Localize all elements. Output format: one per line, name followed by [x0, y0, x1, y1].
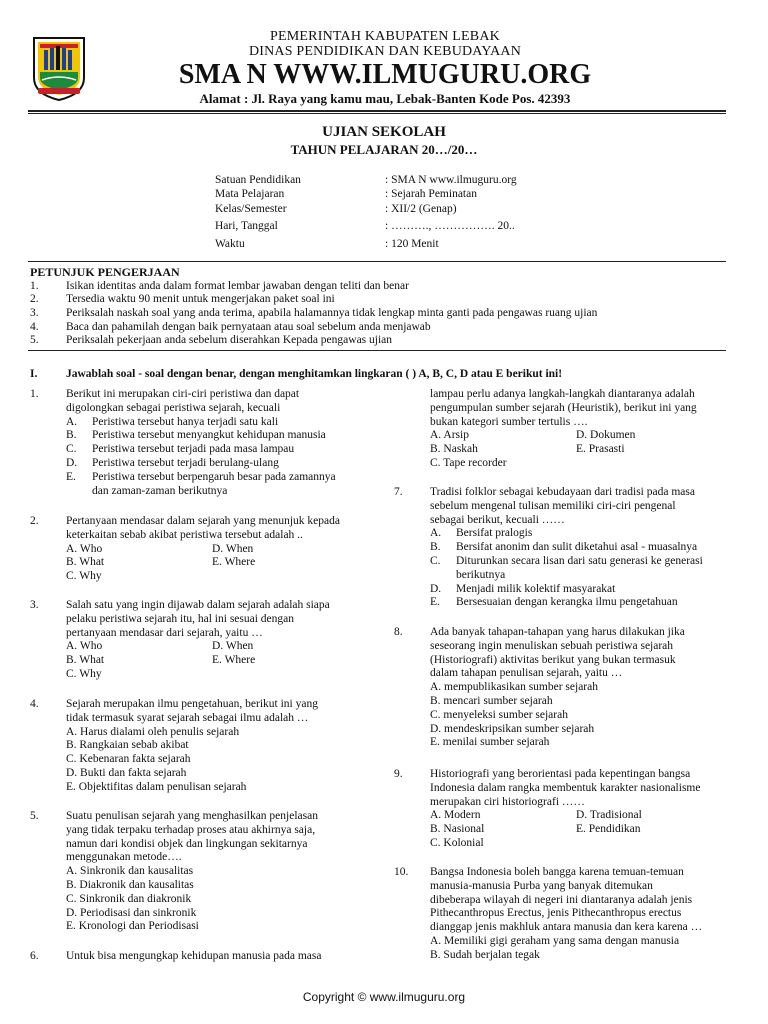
answer-option[interactable]: D. Tradisional — [576, 809, 642, 822]
school-logo-emblem — [30, 34, 88, 102]
instruction-text: Periksalah naskah soal yang anda terima, apabila halamannya tidak lengkap minta ganti pada pengawas ruang ujian — [66, 307, 598, 319]
instruction-text: Isikan identitas anda dalam format lembar jawaban dengan teliti dan benar — [66, 280, 409, 292]
answer-option[interactable] — [430, 527, 740, 541]
question-stem-line: sebelum mengenal tulisan memiliki ciri-ciri pengenal — [430, 499, 676, 512]
answer-option[interactable]: B. Diakronik dan kausalitas — [66, 878, 194, 891]
answer-option[interactable]: A. Who — [66, 542, 103, 555]
instruction-text: Tersedia waktu 90 menit untuk mengerjakan paket soal ini — [66, 293, 335, 305]
instruction-number: 1. — [30, 280, 39, 292]
question-stem-line: Suatu penulisan sejarah yang menghasilkan penjelasan — [66, 810, 318, 822]
option-letter: B. — [66, 429, 77, 442]
option-text: berikutnya — [456, 568, 506, 581]
government-name: PEMERINTAH KABUPATEN LEBAK — [270, 29, 500, 44]
info-value-school: : SMA N www.ilmuguru.org — [385, 174, 517, 186]
question-stem-line: bukan kategori sumber tertulis …. — [430, 415, 588, 428]
question-stem-line: manusia-manusia Purba yang banyak ditemukan — [430, 879, 653, 892]
answer-option[interactable]: D. When — [212, 542, 254, 555]
question-stem-line: sebagai berikut, kecuali …… — [430, 513, 565, 526]
info-label-date: Hari, Tanggal — [215, 220, 278, 232]
answer-option[interactable]: B. Sudah berjalan tegak — [430, 948, 540, 961]
answer-option[interactable]: A. Who — [66, 640, 103, 653]
answer-option[interactable]: B. Naskah — [430, 443, 478, 456]
question-stem-line: Salah satu yang ingin dijawab dalam sejarah adalah siapa — [66, 599, 330, 611]
question-stem-line: Pithecanthropus Erectus, jenis Pithecanthropus erectus — [430, 907, 682, 920]
question-stem-line: yang tidak terpaku terhadap proses atau akhirnya saja, — [66, 823, 316, 836]
question-stem-line: dianggap jenis makhluk antara manusia dan kera karena … — [430, 921, 703, 934]
answer-option[interactable] — [66, 457, 386, 471]
question-stem-line: Bangsa Indonesia boleh bangga karena temuan-temuan — [430, 866, 684, 878]
answer-option[interactable]: A. Harus dialami oleh penulis sejarah — [66, 725, 240, 738]
option-text: Menjadi milik kolektif masyarakat — [456, 582, 616, 595]
option-text: Peristiwa tersebut terjadi berulang-ulang — [92, 456, 279, 469]
question-number: 2. — [30, 515, 39, 527]
answer-option[interactable]: C. menyeleksi sumber sejarah — [430, 708, 568, 721]
answer-option[interactable]: C. Kolonial — [430, 836, 484, 849]
answer-option[interactable]: E. Objektifitas dalam penulisan sejarah — [66, 780, 247, 793]
question-stem-line: namun dari kondisi objek dan lingkungan sekitarnya — [66, 837, 308, 850]
question-9 — [430, 768, 740, 851]
question-stem-line: dalam tahapan penulisan sejarah, yaitu … — [430, 667, 623, 680]
answer-option[interactable]: D. Bukti dan fakta sejarah — [66, 766, 187, 779]
question-stem-line: seseorang ingin menuliskan sebuah peristiwa sejarah — [430, 639, 674, 652]
question-number: 8. — [394, 626, 403, 638]
question-stem-line: Ada banyak tahapan-tahapan yang harus dilakukan jika — [430, 626, 685, 638]
answer-option[interactable] — [66, 429, 386, 443]
answer-option[interactable]: D. Periodisasi dan sinkronik — [66, 906, 197, 919]
question-6-continued — [430, 388, 740, 471]
section-instruction: Jawablah soal - soal dengan benar, dengan menghitamkan lingkaran ( ) A, B, C, D atau E berikut ini! — [66, 368, 563, 380]
question-stem-line: Untuk bisa mengungkap kehidupan manusia pada masa — [66, 950, 322, 962]
answer-option[interactable] — [430, 555, 740, 569]
instruction-number: 3. — [30, 307, 39, 319]
option-letter: B. — [430, 541, 441, 554]
question-stem-line: Pertanyaan mendasar dalam sejarah yang menunjuk kepada — [66, 515, 340, 527]
question-number: 5. — [30, 810, 39, 822]
question-stem-line: Berikut ini merupakan ciri-ciri peristiwa dan dapat — [66, 388, 300, 400]
question-10 — [430, 866, 740, 963]
answer-option[interactable]: C. Why — [66, 570, 102, 583]
option-letter — [430, 569, 456, 583]
questions-divider — [28, 350, 726, 351]
instruction-text: Periksalah pekerjaan anda sebelum diserahkan Kepada pengawas ujian — [66, 334, 393, 346]
answer-option[interactable]: D. mendeskripsikan sumber sejarah — [430, 722, 595, 735]
info-label-subject: Mata Pelajaran — [215, 188, 285, 200]
option-text: Peristiwa tersebut menyangkut kehidupan manusia — [92, 429, 326, 442]
question-number: 4. — [30, 698, 39, 710]
option-text: Bersifat pralogis — [456, 527, 533, 540]
option-text: Peristiwa tersebut hanya terjadi satu kali — [92, 415, 279, 428]
answer-option[interactable]: A. Arsip — [430, 429, 469, 442]
question-stem-line: dibeberapa wilayah di negeri ini diantaranya adalah jenis — [430, 893, 693, 906]
question-5 — [66, 810, 386, 934]
answer-option[interactable] — [430, 583, 740, 597]
question-6-start — [66, 950, 386, 964]
department-name: DINAS PENDIDIKAN DAN KEBUDAYAAN — [248, 44, 522, 59]
question-stem-line: Sejarah merupakan ilmu pengetahuan, berikut ini yang — [66, 698, 318, 710]
option-text: Bersesuaian dengan kerangka ilmu pengetahuan — [456, 596, 678, 609]
answer-option[interactable]: A. mempublikasikan sumber sejarah — [430, 681, 598, 694]
question-1 — [66, 388, 386, 498]
question-stem-line: Tradisi folklor sebagai kebudayaan dari tradisi pada masa — [430, 486, 695, 498]
option-text: Bersifat anonim dan sulit diketahui asal - muasalnya — [456, 541, 698, 554]
question-stem-line: pelaku peristiwa sejarah itu, hal ini sesuai dengan — [66, 612, 295, 625]
option-letter: A. — [430, 527, 442, 540]
info-label-class: Kelas/Semester — [215, 203, 287, 215]
question-3 — [66, 599, 386, 682]
question-stem-line: keterkaitan sebab akibat peristiwa tersebut adalah .. — [66, 528, 303, 541]
answer-option[interactable] — [430, 541, 740, 555]
question-2 — [66, 515, 386, 584]
option-text: Peristiwa tersebut berpengaruh besar pada zamannya — [92, 470, 336, 483]
answer-option[interactable]: D. Dokumen — [576, 429, 636, 442]
option-letter: A. — [66, 415, 78, 428]
info-value-subject: : Sejarah Peminatan — [385, 188, 477, 200]
section-number: I. — [30, 368, 38, 380]
answer-option[interactable]: A. Sinkronik dan kausalitas — [66, 865, 194, 878]
school-name: SMA N WWW.ILMUGURU.ORG — [178, 59, 592, 90]
option-text: Diturunkan secara lisan dari satu generasi ke generasi — [456, 554, 703, 567]
answer-option[interactable]: E. Where — [212, 654, 256, 667]
option-letter: C. — [66, 443, 77, 456]
answer-option[interactable]: E. Prasasti — [576, 443, 625, 456]
exam-year: TAHUN PELAJARAN 20…/20… — [290, 142, 478, 157]
header-divider — [28, 110, 726, 112]
instructions-title: PETUNJUK PENGERJAAN — [30, 265, 180, 279]
answer-option[interactable]: C. Tape recorder — [430, 456, 507, 469]
question-number: 6. — [30, 950, 39, 962]
question-stem-line: menggunakan metode…. — [66, 851, 182, 864]
answer-option[interactable]: E. Kronologi dan Periodisasi — [66, 920, 199, 933]
answer-option[interactable]: C. Sinkronik dan diakronik — [66, 892, 192, 905]
answer-option[interactable]: B. Rangkaian sebab akibat — [66, 739, 189, 752]
answer-option[interactable]: B. Nasional — [430, 823, 485, 836]
answer-option[interactable]: E. Pendidikan — [576, 823, 641, 836]
question-stem-line: merupakan ciri historiografi …… — [430, 795, 585, 808]
question-stem-line: Historiografi yang berorientasi pada kepentingan bangsa — [430, 768, 691, 780]
answer-option[interactable] — [66, 416, 386, 430]
answer-option[interactable] — [66, 471, 386, 485]
exam-title: UJIAN SEKOLAH — [322, 124, 446, 140]
question-stem-line: lampau perlu adanya langkah-langkah diantaranya adalah — [430, 388, 695, 400]
answer-option[interactable] — [430, 596, 740, 610]
answer-option[interactable]: E. menilai sumber sejarah — [430, 736, 550, 749]
question-4 — [66, 698, 386, 795]
question-number: 10. — [394, 866, 409, 878]
question-8 — [430, 626, 740, 750]
instruction-text: Baca dan pahamilah dengan baik pernyataan atau soal sebelum anda menjawab — [66, 321, 431, 333]
question-stem-line: (Historiografi) aktivitas berikut yang bukan termasuk — [430, 653, 676, 666]
option-letter: D. — [430, 582, 442, 595]
question-number: 9. — [394, 768, 403, 780]
answer-option[interactable]: C. Why — [66, 667, 102, 680]
answer-option[interactable] — [66, 443, 386, 457]
instructions-divider — [28, 261, 726, 262]
option-letter: C. — [430, 554, 441, 567]
option-letter: E. — [430, 596, 440, 609]
info-value-time: : 120 Menit — [385, 238, 439, 250]
answer-option-continued — [66, 485, 386, 499]
answer-option[interactable]: B. What — [66, 654, 105, 667]
option-text: dan zaman-zaman berikutnya — [92, 484, 228, 497]
answer-option[interactable]: D. When — [212, 640, 254, 653]
question-number: 7. — [394, 486, 403, 498]
info-label-time: Waktu — [215, 238, 245, 250]
option-letter: E. — [66, 470, 76, 483]
answer-option[interactable]: C. Kebenaran fakta sejarah — [66, 753, 191, 766]
question-7 — [430, 486, 740, 610]
question-number: 3. — [30, 599, 39, 611]
instruction-number: 4. — [30, 321, 39, 333]
answer-option[interactable]: A. Memiliki gigi geraham yang sama dengan manusia — [430, 934, 680, 947]
answer-option-continued — [430, 569, 740, 583]
question-stem-line: Indonesia dalam rangka membentuk karakter nasionalisme — [430, 781, 701, 794]
answer-option[interactable]: B. What — [66, 556, 105, 569]
info-value-class: : XII/2 (Genap) — [385, 203, 457, 215]
question-stem-line: tidak termasuk syarat sejarah sebagai ilmu adalah … — [66, 711, 309, 724]
school-address: Alamat : Jl. Raya yang kamu mau, Lebak-Banten Kode Pos. 42393 — [199, 91, 571, 106]
option-letter: D. — [66, 456, 78, 469]
question-stem-line: pengumpulan sumber sejarah (Heuristik), berikut ini yang — [430, 401, 697, 414]
answer-option[interactable]: A. Modern — [430, 809, 481, 822]
header-divider-thin — [28, 113, 726, 114]
answer-option[interactable]: B. mencari sumber sejarah — [430, 694, 553, 707]
copyright-footer: Copyright © www.ilmuguru.org — [302, 990, 466, 1004]
question-stem-line: digolongkan sebagai peristiwa sejarah, kecuali — [66, 401, 281, 414]
instruction-number: 2. — [30, 293, 39, 305]
question-number: 1. — [30, 388, 39, 400]
question-stem-line: pertanyaan mendasar dari sejarah, yaitu … — [66, 626, 263, 639]
answer-option[interactable]: E. Where — [212, 556, 256, 569]
info-label-school: Satuan Pendidikan — [215, 174, 301, 186]
info-value-date: : ………., ……………. 20.. — [385, 220, 515, 232]
instruction-number: 5. — [30, 334, 39, 346]
option-text: Peristiwa tersebut terjadi pada masa lampau — [92, 443, 295, 456]
